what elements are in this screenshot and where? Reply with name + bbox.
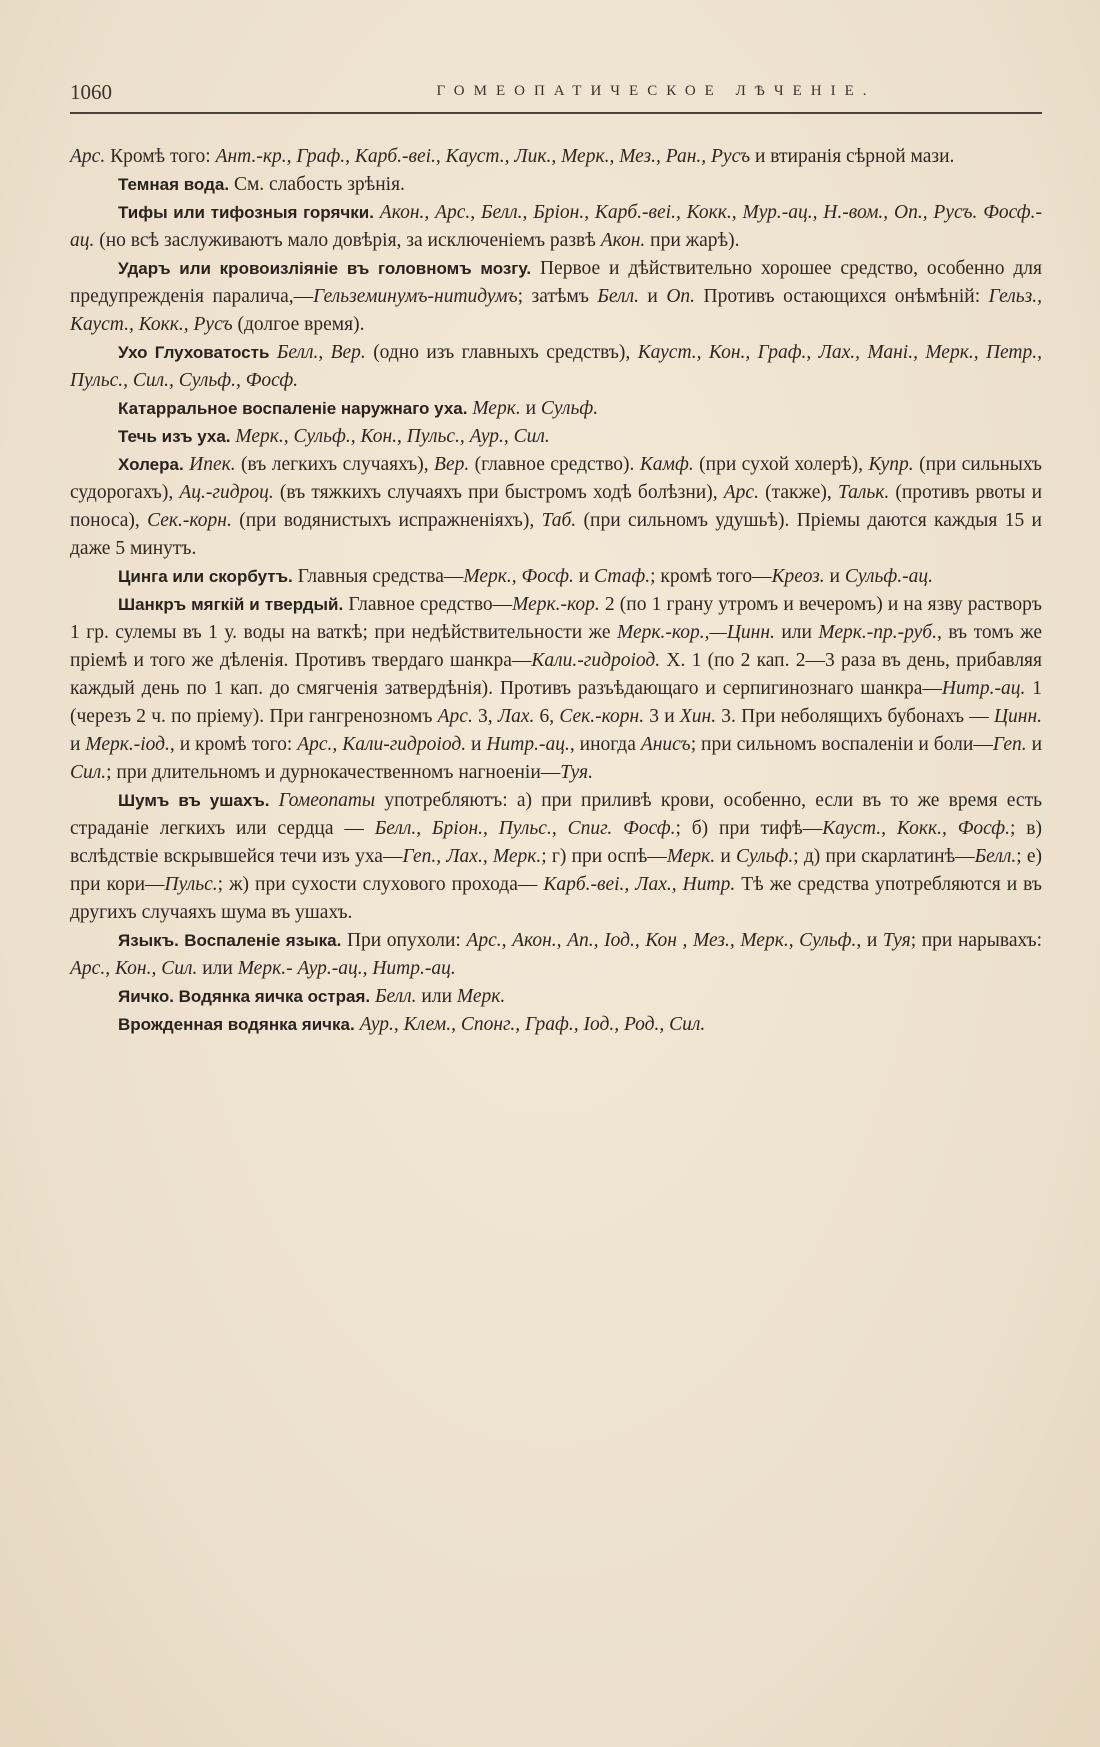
remedy-name: Креоз. bbox=[771, 566, 825, 587]
entry-text: , и кромѣ того: bbox=[169, 734, 298, 755]
entry-text: Первое и дѣйствительно хорошее средство, особенно для предупрежденія паралича,— bbox=[70, 258, 1042, 307]
entry-tsinga bbox=[70, 563, 1042, 591]
entry-text: и bbox=[824, 566, 845, 587]
remedy-name: Хин. bbox=[679, 706, 717, 727]
remedy-name: Арс., Кон., Сил. bbox=[70, 958, 198, 979]
entry-text: Главныя средства— bbox=[292, 566, 464, 587]
entry-text: 2 (по 1 грану утромъ и вечеромъ) и на язву растворъ 1 гр. сулемы въ 1 у. воды на ваткѣ; при недѣйствительности же bbox=[70, 594, 1042, 643]
remedy-name: Кауст., Кокк., Фосф. bbox=[822, 818, 1011, 839]
remedy-name: Аур., Клем., Спонг., Граф., Іод., Род., Сил. bbox=[359, 1014, 706, 1035]
entry-heading: Тифы или тифозныя горячки. bbox=[118, 203, 374, 222]
entry-text: ; ж) при сухости слухового прохода— bbox=[217, 874, 544, 895]
entry-text: ; затѣмъ bbox=[517, 286, 598, 307]
entry-heading: Шанкръ мягкій и твердый. bbox=[118, 595, 344, 614]
entry-text: См. слабость зрѣнія. bbox=[229, 174, 405, 195]
entry-text: и bbox=[520, 398, 541, 419]
remedy-name: Белл., Вер. bbox=[276, 342, 366, 363]
entry-text: (въ тяжкихъ случаяхъ при быстромъ ходѣ болѣзни), bbox=[273, 482, 724, 503]
entry-heading: Ударъ или кровоизліяніе въ головномъ мозгу. bbox=[118, 259, 532, 278]
remedy-name: Нитр.-ац. bbox=[486, 734, 570, 755]
entry-temnaya-voda bbox=[70, 171, 1042, 199]
remedy-name: Ац.-гидроц. bbox=[179, 482, 274, 503]
remedy-name: Мерк. bbox=[666, 846, 716, 867]
entry-text: и bbox=[638, 286, 667, 307]
entry-text: и bbox=[1026, 734, 1043, 755]
remedy-name: Стаф. bbox=[594, 566, 651, 587]
remedy-name: Белл. bbox=[374, 986, 417, 1007]
entry-text: (при сильномъ удушьѣ). Пріемы даются каждыя 15 и даже 5 минутъ. bbox=[70, 510, 1042, 559]
remedy-name: Оп. bbox=[666, 286, 696, 307]
entry-heading: Катарральное воспаленіе наружнаго уха. bbox=[118, 399, 468, 418]
entry-text: (главное средство). bbox=[469, 454, 640, 475]
running-title: ГОМЕОПАТИЧЕСКОЕ ЛѢЧЕНІЕ. bbox=[436, 83, 876, 99]
entry-heading: Врожденная водянка яичка. bbox=[118, 1015, 355, 1034]
entry-heading: Языкъ. Воспаленіе языка. bbox=[118, 931, 342, 950]
remedy-name: Карб.-веі., Лах., Нитр. bbox=[543, 874, 736, 895]
entry-text: ; д) при скарлатинѣ— bbox=[793, 846, 975, 867]
entry-heading: Холера. bbox=[118, 455, 184, 474]
entry-vrozhd bbox=[70, 1011, 1042, 1039]
entry-text: и bbox=[715, 846, 737, 867]
entry-text: или bbox=[774, 622, 819, 643]
remedy-name: Туя. bbox=[560, 762, 593, 783]
entry-heading: Яичко. Водянка яичка острая. bbox=[118, 987, 371, 1006]
remedy-name: Лах. bbox=[497, 706, 535, 727]
entry-heading: Цинга или скорбутъ. bbox=[118, 567, 293, 586]
remedy-name: Туя bbox=[882, 930, 911, 951]
entry-heading: Темная вода. bbox=[118, 175, 230, 194]
entry-heading: Течь изъ уха. bbox=[118, 427, 231, 446]
remedy-name: Мерк.-іод. bbox=[85, 734, 170, 755]
entry-text: (но всѣ заслуживаютъ мало довѣрія, за исключеніемъ развѣ bbox=[94, 230, 601, 251]
entry-text: 3 и bbox=[644, 706, 680, 727]
entry-text: Кромѣ того: bbox=[105, 146, 216, 167]
entry-text: 3. При неболящихъ бубонахъ — bbox=[716, 706, 994, 727]
remedy-name: Белл. bbox=[597, 286, 639, 307]
entry-text: 1 (черезъ 2 ч. по пріему). При гангренозномъ bbox=[70, 678, 1042, 727]
remedy-name: Арс. bbox=[723, 482, 759, 503]
entry-text: 3, bbox=[472, 706, 498, 727]
entry-shankr bbox=[70, 591, 1042, 787]
entry-text: Тѣ же средства употребляются и въ другихъ случаяхъ шума въ ушахъ. bbox=[70, 874, 1042, 923]
entry-text bbox=[269, 790, 278, 811]
entry-text: (въ легкихъ случаяхъ), bbox=[235, 454, 435, 475]
entry-text: (долгое время). bbox=[232, 314, 365, 335]
remedy-name: Купр. bbox=[868, 454, 914, 475]
remedy-name: Акон. bbox=[600, 230, 646, 251]
entry-text: , въ томъ же пріемѣ и того же дѣленія. Противъ твердаго шанкра— bbox=[70, 622, 1043, 671]
entry-heading: Шумъ въ ушахъ. bbox=[118, 791, 270, 810]
remedy-name: Мерк. bbox=[472, 398, 521, 419]
remedy-name: Геп. bbox=[992, 734, 1027, 755]
entry-shum bbox=[70, 787, 1042, 927]
entry-text: ; г) при оспѣ— bbox=[541, 846, 667, 867]
entry-text: и bbox=[573, 566, 595, 587]
entry-text: (при сильныхъ судорогахъ), bbox=[70, 454, 1042, 503]
entry-heading: Ухо Глуховатость bbox=[118, 343, 270, 362]
entry-text: ; в) вслѣдствіе вскрывшейся течи изъ уха— bbox=[70, 818, 1042, 867]
entry-text: , иногда bbox=[569, 734, 641, 755]
remedy-name: Гельз., Кауст., Кокк., Русъ bbox=[70, 286, 1042, 335]
remedy-name: Гомеопаты bbox=[278, 790, 376, 811]
remedy-name: Анисъ bbox=[640, 734, 691, 755]
entry-yazyk bbox=[70, 927, 1042, 983]
remedy-name: Камф. bbox=[639, 454, 694, 475]
entry-tech bbox=[70, 423, 1042, 451]
remedy-name: Нитр.-ац. bbox=[941, 678, 1026, 699]
remedy-name: Сек.-корн. bbox=[147, 510, 232, 531]
entry-text: , и bbox=[856, 930, 883, 951]
entry-udar bbox=[70, 255, 1042, 339]
page-header bbox=[70, 80, 1042, 112]
entry-text: или bbox=[416, 986, 457, 1007]
entry-text: и bbox=[70, 734, 86, 755]
remedy-name: Цинн. bbox=[993, 706, 1042, 727]
remedy-name: Сульф. bbox=[540, 398, 599, 419]
page-body bbox=[70, 143, 1042, 1039]
remedy-name: Белл. bbox=[974, 846, 1017, 867]
remedy-name: Акон., Арс., Белл., Бріон., Карб.-веі., Кокк., Мур.-ац., Н.-вом., Оп., Русъ. Фосф.-ац. bbox=[70, 202, 1043, 251]
remedy-name: Арс. bbox=[70, 146, 106, 167]
remedy-name: Мерк.-кор.,—Цинн. bbox=[616, 622, 775, 643]
remedy-name: Сульф. bbox=[736, 846, 794, 867]
remedy-name: Сек.-корн. bbox=[559, 706, 645, 727]
remedy-name: Белл., Бріон., Пульс., Спиг. Фосф. bbox=[374, 818, 676, 839]
remedy-name: Арс., Акон., Ап., Іод., Кон , Мез., Мерк., Сульф. bbox=[466, 930, 857, 951]
remedy-name: Сил. bbox=[70, 762, 107, 783]
entry-text: 6, bbox=[534, 706, 560, 727]
remedy-name: Сульф.-ац. bbox=[844, 566, 933, 587]
entry-kholera bbox=[70, 451, 1042, 563]
entry-intro bbox=[70, 143, 1042, 171]
entry-text: ; кромѣ того— bbox=[650, 566, 772, 587]
remedy-name: Таб. bbox=[541, 510, 577, 531]
remedy-name: Арс. bbox=[437, 706, 473, 727]
remedy-name: Мерк.-кор. bbox=[512, 594, 600, 615]
entry-text: X. 1 (по 2 кап. 2—3 раза въ день, прибавляя каждый день по 1 кап. до смягченія затвердѣнія). Противъ разъѣдающаго и серпигинознаго шанкра— bbox=[70, 650, 1042, 699]
entry-text: ; при сильномъ воспаленіи и боли— bbox=[690, 734, 993, 755]
entry-text: (также), bbox=[758, 482, 838, 503]
entry-tify bbox=[70, 199, 1042, 255]
entry-text: при жарѣ). bbox=[645, 230, 740, 251]
remedy-name: Мерк.- Аур.-ац., Нитр.-ац. bbox=[237, 958, 456, 979]
remedy-name: Ипек. bbox=[189, 454, 236, 475]
entry-text: Главное средство— bbox=[343, 594, 513, 615]
remedy-name: Пульс. bbox=[164, 874, 218, 895]
entry-ukho bbox=[70, 339, 1042, 395]
entry-text: (при сухой холерѣ), bbox=[693, 454, 869, 475]
remedy-name: Вер. bbox=[434, 454, 470, 475]
entry-text: ; при нарывахъ: bbox=[910, 930, 1042, 951]
remedy-name: Мерк.-пр.-руб. bbox=[818, 622, 937, 643]
entry-text: и втиранія сѣрной мази. bbox=[750, 146, 955, 167]
entry-text: или bbox=[197, 958, 238, 979]
entry-katarr bbox=[70, 395, 1042, 423]
entry-text: ; при длительномъ и дурнокачественномъ нагноеніи— bbox=[106, 762, 561, 783]
entry-text: и bbox=[466, 734, 487, 755]
entry-text: При опухоли: bbox=[341, 930, 467, 951]
remedy-name: Гельземинумъ-нитидумъ bbox=[313, 286, 518, 307]
remedy-name: Кауст., Кон., Граф., Лах., Мані., Мерк., Петр., Пульс., Сил., Сульф., Фосф. bbox=[70, 342, 1043, 391]
entry-text: Противъ остающихся онѣмѣній: bbox=[695, 286, 989, 307]
header-rule bbox=[70, 112, 1042, 114]
entry-text: (одно изъ главныхъ средствъ), bbox=[365, 342, 638, 363]
remedy-name: Мерк., Фосф. bbox=[463, 566, 574, 587]
remedy-name: Мерк. bbox=[456, 986, 506, 1007]
entry-text: (противъ рвоты и поноса), bbox=[70, 482, 1043, 531]
remedy-name: Мерк., Сульф., Кон., Пульс., Аур., Сил. bbox=[235, 426, 550, 447]
entry-text: ; е) при кори— bbox=[70, 846, 1042, 895]
entry-text: ; б) при тифѣ— bbox=[675, 818, 823, 839]
entry-yaichko bbox=[70, 983, 1042, 1011]
remedy-name: Ант.-кр., Граф., Карб.-веі., Кауст., Лик., Мерк., Мез., Ран., Русъ bbox=[215, 146, 751, 167]
remedy-name: Кали.-гидроіод. bbox=[531, 650, 661, 671]
remedy-name: Геп., Лах., Мерк. bbox=[402, 846, 542, 867]
page-number: 1060 bbox=[70, 80, 112, 104]
entry-text: употребляютъ: а) при приливѣ крови, особенно, если въ то же время есть страданіе легкихъ или сердца — bbox=[70, 790, 1042, 839]
entry-text bbox=[269, 342, 276, 363]
remedy-name: Тальк. bbox=[837, 482, 890, 503]
entry-text: (при водянистыхъ испражненіяхъ), bbox=[231, 510, 542, 531]
remedy-name: Арс., Кали-гидроіод. bbox=[297, 734, 467, 755]
